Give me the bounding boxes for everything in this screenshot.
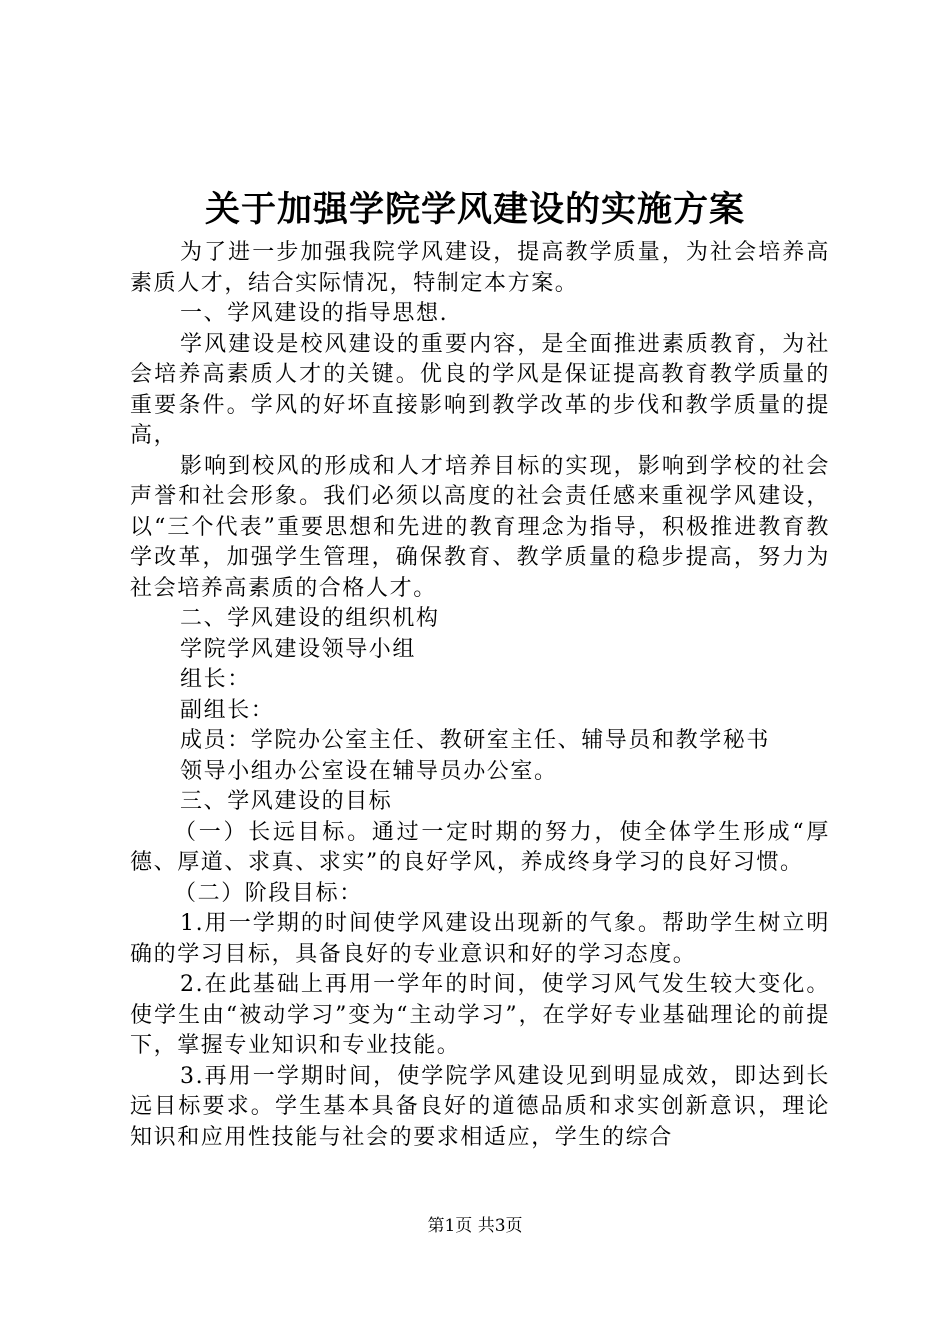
document-title: 关于加强学院学风建设的实施方案 [204,189,745,230]
goal-long-term: （一）长远目标。通过一定时期的努力，使全体学生形成“厚德、厚道、求真、求实”的良好学风，养成终身学习的良好习惯。 [130,819,830,875]
paragraph-guiding-thought-cont: 影响到校风的形成和人才培养目标的实现，影响到学校的社会声誉和社会形象。我们必须以高度的社会责任感来重视学风建设，以“三个代表”重要思想和先进的教育理念为指导，积极推进教育教学改革，加强学生管理，确保教育、教学质量的稳步提高，努力为社会培养高素质的合格人才。 [130,453,830,601]
paragraph-guiding-thought: 学风建设是校风建设的重要内容，是全面推进素质教育，为社会培养高素质人才的关键。优良的学风是保证提高教育教学质量的重要条件。学风的好坏直接影响到教学改革的步伐和教学质量的提高， [130,331,830,448]
goal-stage-heading: （二）阶段目标： [174,880,363,906]
goal-stage-item-3: 3.再用一学期时间，使学院学风建设见到明显成效，即达到长远目标要求。学生基本具备良好的道德品质和求实创新意识，理论知识和应用性技能与社会的要求相适应，学生的综合 [130,1063,830,1150]
org-group-name: 学院学风建设领导小组 [180,636,417,662]
org-deputy-leader: 副组长： [180,697,275,723]
goal-stage-item-1: 1.用一学期的时间使学风建设出现新的气象。帮助学生树立明确的学习目标，具备良好的专业意识和好的学习态度。 [130,911,830,967]
section-heading-1: 一、学风建设的指导思想. [180,301,449,326]
org-members: 成员：学院办公室主任、教研室主任、辅导员和教学秘书 [180,728,771,753]
document-body [130,238,830,1153]
page-footer: 第1页 共3页 [427,1216,523,1236]
section-heading-3: 三、学风建设的目标 [180,789,393,814]
org-leader: 组长： [180,667,251,692]
section-heading-2: 二、学风建设的组织机构 [180,606,440,631]
paragraph-intro: 为了进一步加强我院学风建设，提高教学质量，为社会培养高素质人才，结合实际情况，特制定本方案。 [130,240,830,296]
org-office: 领导小组办公室设在辅导员办公室。 [180,758,558,784]
goal-stage-item-2: 2.在此基础上再用一学年的时间，使学习风气发生较大变化。使学生由“被动学习”变为“主动学习”，在学好专业基础理论的前提下，掌握专业知识和专业技能。 [130,972,830,1058]
